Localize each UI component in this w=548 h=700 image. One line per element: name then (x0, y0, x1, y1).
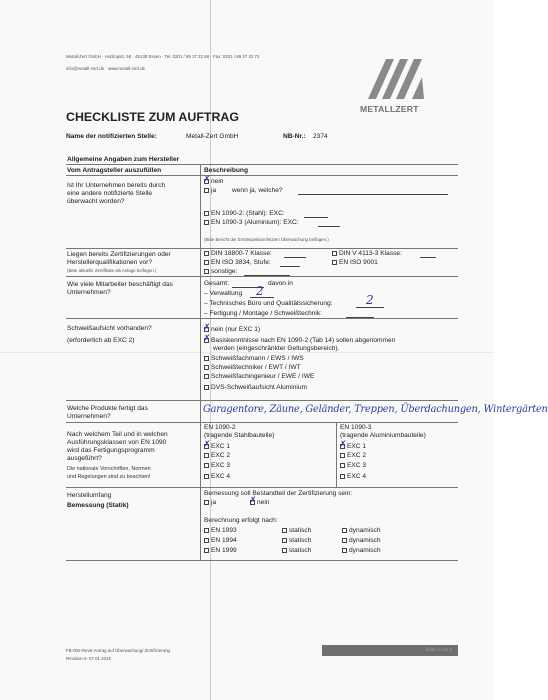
q4-basis-option[interactable] (204, 337, 395, 344)
checkbox[interactable] (204, 463, 209, 468)
q6-line-2: Ausführungsklassen von EN 1090 (67, 439, 167, 446)
checkbox[interactable] (340, 453, 345, 458)
option-label: EXC 3 (211, 462, 231, 469)
iso3834-option[interactable] (204, 259, 271, 266)
stahl-head-1: EN 1090-2 (204, 424, 236, 431)
option-label: DIN V 4113-3 Klasse: (339, 250, 402, 257)
nb-nr-value: 2374 (313, 133, 328, 140)
option-label: EN 1090-3 (Aluminium): EXC: (211, 219, 299, 226)
q6-note-1: Die nationale Vorschriften, Normen (67, 466, 151, 472)
checkbox[interactable] (204, 385, 209, 390)
rule (66, 487, 458, 488)
q2-line-2: Herstellerqualifikationen vor? (67, 259, 153, 266)
option-label: EN ISO 9001 (339, 259, 378, 266)
stahl-exc2-option[interactable] (204, 452, 230, 459)
checkbox[interactable] (204, 474, 209, 479)
en1994-statisch-option[interactable] (282, 537, 311, 544)
option-label: nein (nur EXC 1) (211, 326, 261, 333)
option-label: EXC 1 (211, 443, 231, 450)
q4-nein-option[interactable] (204, 326, 260, 333)
q4-iwe-option[interactable] (204, 373, 314, 380)
q1-ja-option[interactable] (204, 187, 216, 194)
q1-exc-stahl-field[interactable] (304, 212, 328, 218)
option-label: statisch (289, 547, 312, 554)
verwaltung-label: – Verwaltung (204, 290, 243, 297)
company-address: Metall-Zert GmbH · Huttropstr. 58 · 45138 Essen · Tel. 0201 / 89 27 22 68 · Fax: 0201 / 89 27 22 71 (66, 54, 260, 59)
column-divider (200, 164, 201, 560)
option-label: EXC 3 (347, 462, 367, 469)
din18800-field[interactable] (284, 252, 306, 258)
rule (66, 175, 458, 176)
rule (66, 276, 458, 277)
rule (66, 318, 458, 319)
gesamt-label: Gesamt: (204, 280, 229, 287)
alu-exc3-option[interactable] (340, 462, 366, 469)
footer-bar (322, 645, 458, 656)
q6-line-4: ausgeführt? (67, 455, 102, 462)
q1-ja-suffix: wenn ja, welche? (232, 187, 283, 194)
checkbox[interactable] (204, 374, 209, 379)
page-number: Seite 2 von 5 (425, 647, 452, 652)
option-label: nein (211, 178, 224, 185)
checkbox[interactable] (204, 188, 209, 193)
fold-line (210, 0, 211, 700)
checkbox[interactable] (282, 528, 287, 533)
q4-question: Schweißaufsicht vorhanden? (67, 325, 152, 332)
q4-sub: (erforderlich ab EXC 2) (67, 337, 135, 344)
din4113-option[interactable] (332, 250, 402, 257)
checkbox[interactable] (204, 538, 209, 543)
davon-label: davon in (268, 280, 293, 287)
q1-line-2: eine andere notifizierte Stelle (67, 190, 153, 197)
din4113-field[interactable] (420, 252, 436, 258)
option-label: EN 1999 (211, 547, 237, 554)
norm-en1999-option[interactable] (204, 547, 237, 554)
checkbox[interactable] (204, 260, 209, 265)
q7-nein-option[interactable] (250, 499, 269, 506)
option-label: nein (257, 499, 270, 506)
option-label: EN 1090-2: (Stahl): EXC: (211, 210, 285, 217)
q6-note-2: und Regelungen sind zu beachten! (67, 474, 151, 480)
en1993-dynamisch-option[interactable] (342, 527, 381, 534)
stahl-exc3-option[interactable] (204, 462, 230, 469)
checkbox[interactable] (340, 463, 345, 468)
sonstige-field[interactable] (244, 270, 290, 276)
option-label: EN ISO 3834, Stufe: (211, 259, 271, 266)
en1999-statisch-option[interactable] (282, 547, 311, 554)
q5-line-2: Unternehmen? (67, 413, 111, 420)
checkbox-checked[interactable] (204, 338, 209, 343)
option-label: EXC 4 (211, 473, 231, 480)
notified-body-label: Name der notifizierten Stelle: (66, 133, 157, 140)
q2-line-1: Liegen bereits Zertifizierungen oder (67, 251, 171, 258)
option-label: Schweißfachmann / EWS / IWS (211, 355, 304, 362)
rule (66, 560, 458, 561)
option-label: ja (211, 499, 217, 506)
option-label: EXC 2 (347, 452, 367, 459)
q7-berechnung: Berechnung erfolgt nach: (204, 517, 278, 524)
q1-line-3: überwacht worden? (67, 198, 125, 205)
option-label: EN 1993 (211, 527, 237, 534)
q7-bold: Bemessung (Statik) (67, 502, 129, 509)
exc-divider (336, 422, 337, 487)
q1-which-field[interactable] (298, 189, 448, 195)
q7-label: Herstellumfang (67, 492, 112, 499)
q2-note: (Bitte aktuelle Zertifikate als Anlage beifügen.) (67, 268, 157, 273)
option-label: EXC 4 (347, 473, 367, 480)
checkbox[interactable] (342, 528, 347, 533)
checkbox[interactable] (204, 220, 209, 225)
checkbox[interactable] (204, 453, 209, 458)
metallzert-logo (360, 55, 428, 115)
iso3834-field[interactable] (280, 261, 300, 267)
q1-nein-option[interactable] (204, 178, 223, 185)
products-handwritten: Garagentore, Zäune, Geländer, Treppen, Überdachungen, Wintergärten (203, 404, 548, 415)
stahl-exc4-option[interactable] (204, 473, 230, 480)
q1-exc-alu-field[interactable] (318, 221, 340, 227)
column-left-head: Vom Antragsteller auszufüllen (67, 167, 162, 174)
q3-line-2: Unternehmen? (67, 289, 111, 296)
iso9001-option[interactable] (332, 259, 378, 266)
checkbox[interactable] (282, 538, 287, 543)
alu-exc2-option[interactable] (340, 452, 366, 459)
checkbox[interactable] (204, 211, 209, 216)
checkbox[interactable] (204, 500, 209, 505)
option-label: EXC 1 (347, 443, 367, 450)
rule (66, 400, 458, 401)
checkbox[interactable] (204, 528, 209, 533)
tech-handwritten: 2 (366, 293, 374, 307)
nb-nr-label: NB-Nr.: (283, 133, 306, 140)
q1-en1090-2-option[interactable] (204, 210, 285, 217)
checkbox[interactable] (204, 365, 209, 370)
norm-en1993-option[interactable] (204, 527, 237, 534)
logo-text: METALLZERT (360, 104, 419, 114)
q3-line-1: Wie viele Mitarbeiter beschäftigt das (67, 281, 173, 288)
checkbox[interactable] (332, 251, 337, 256)
fertigung-field[interactable] (346, 312, 374, 318)
option-label: dynamisch (349, 527, 381, 534)
checkbox[interactable] (282, 548, 287, 553)
checkbox[interactable] (332, 260, 337, 265)
q1-note: (Bitte Bericht der Erstinspektion/letzten Überwachung beifügen.) (204, 237, 329, 242)
rule (66, 164, 458, 165)
verwaltung-handwritten: 2 (256, 284, 264, 298)
checkbox[interactable] (204, 251, 209, 256)
q4-iwt-option[interactable] (204, 364, 301, 371)
fertigung-label: – Fertigung / Montage / Schweißtechnik: (204, 310, 323, 317)
checkbox-checked[interactable] (204, 179, 209, 184)
column-right-head: Beschreibung (204, 167, 248, 174)
q4-iws-option[interactable] (204, 355, 304, 362)
q1-en1090-3-option[interactable] (204, 219, 299, 226)
option-label: Schweißfachingenieur / EWE / IWE (211, 373, 315, 380)
q1-line-1: Ist Ihr Unternehmen bereits durch (67, 182, 166, 189)
checkbox[interactable] (340, 474, 345, 479)
stahl-head-2: (tragende Stahlbauteile) (204, 432, 275, 439)
q7-bestand: Bemessung soll Bestandteil der Zertifizierung sein: (204, 490, 353, 497)
option-label: dynamisch (349, 547, 381, 554)
q6-line-3: wird das Fertigungsprogramm (67, 447, 155, 454)
option-label: DIN 18800-7 Klasse: (211, 250, 272, 257)
checkbox[interactable] (342, 548, 347, 553)
section-title: Allgemeine Angaben zum Hersteller (67, 156, 180, 163)
norm-en1994-option[interactable] (204, 537, 237, 544)
option-label: Basiskenntnisse nach EN 1090-2 (Tab 14) sollen abgenommen (211, 337, 396, 344)
sonstige-option[interactable] (204, 268, 237, 275)
checkbox-checked[interactable] (204, 444, 209, 449)
q4-dvs-option[interactable] (204, 384, 307, 391)
alu-head-1: EN 1090-3 (340, 424, 372, 431)
rule (66, 422, 458, 423)
fold-line-horizontal (0, 352, 494, 353)
footer-revision: Revision 6: 07.01.2015 (66, 656, 111, 661)
checkbox[interactable] (204, 356, 209, 361)
q7-ja-option[interactable] (204, 499, 216, 506)
checkbox-checked[interactable] (204, 327, 209, 332)
footer-form-id: FB-002-Rev6-Antrag auf Überwachung/ Zertifizierung (66, 648, 170, 653)
en1999-dynamisch-option[interactable] (342, 547, 381, 554)
option-label: EXC 2 (211, 452, 231, 459)
rule (66, 248, 458, 249)
option-label: DVS-Schweißaufsicht Aluminium (211, 384, 308, 391)
en1993-statisch-option[interactable] (282, 527, 311, 534)
stahl-exc1-option[interactable] (204, 443, 230, 450)
checkbox-checked[interactable] (340, 444, 345, 449)
page-title: CHECKLISTE ZUM AUFTRAG (66, 110, 239, 124)
checkbox[interactable] (204, 269, 209, 274)
tech-label: – Technisches Büro und Qualitätssicherung: (204, 300, 333, 307)
notified-body-value: Metall-Zert GmbH (186, 133, 239, 140)
alu-head-2: (tragende Aluminiumbauteile) (340, 432, 426, 439)
checkbox[interactable] (204, 548, 209, 553)
alu-exc1-option[interactable] (340, 443, 366, 450)
alu-exc4-option[interactable] (340, 473, 366, 480)
q4-basis-line-2: werden (eingeschränkter Geltungsbereich). (213, 345, 340, 352)
company-contact: info@metall-zert.de · www.metall-zert.de (66, 66, 146, 71)
option-label: ja (211, 187, 217, 194)
option-label: dynamisch (349, 537, 381, 544)
din18800-option[interactable] (204, 250, 272, 257)
q6-line-1: Nach welchem Teil und in welchen (67, 431, 168, 438)
option-label: sonstige: (211, 268, 238, 275)
option-label: EN 1994 (211, 537, 237, 544)
option-label: statisch (289, 537, 312, 544)
checkbox[interactable] (342, 538, 347, 543)
q5-line-1: Welche Produkte fertigt das (67, 405, 148, 412)
option-label: Schweißtechniker / EWT / IWT (211, 364, 301, 371)
en1994-dynamisch-option[interactable] (342, 537, 381, 544)
option-label: statisch (289, 527, 312, 534)
checkbox-checked[interactable] (250, 500, 255, 505)
